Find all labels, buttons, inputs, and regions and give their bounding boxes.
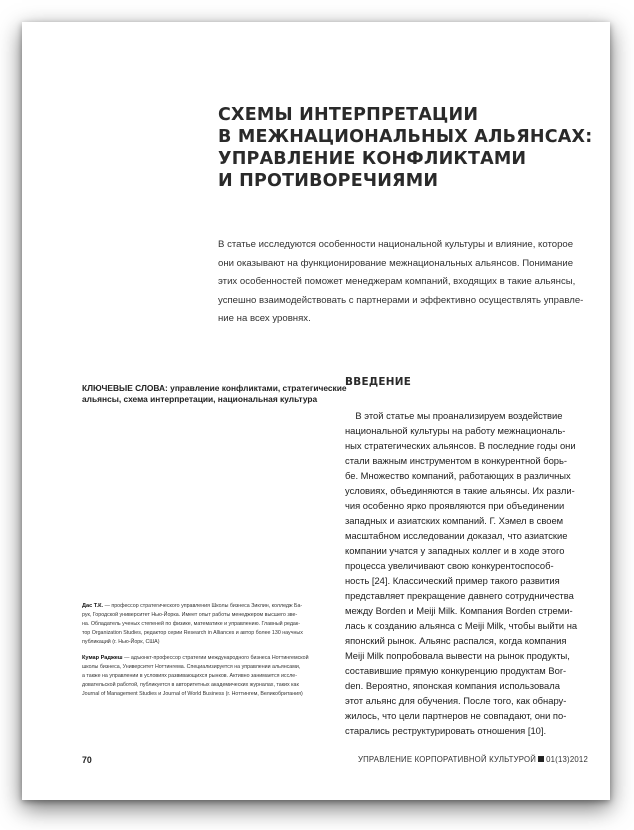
title-line: СХЕМЫ ИНТЕРПРЕТАЦИИ <box>218 105 479 125</box>
author-bio-kumar <box>82 654 332 699</box>
bio-line: а также на управлении в условиях развивающихся рынков. Активно занимается иссле- <box>82 673 298 680</box>
introduction-text <box>345 408 595 738</box>
keywords <box>82 383 347 405</box>
article-abstract <box>218 236 584 329</box>
page-number: 70 <box>82 755 92 765</box>
body-line: жилось, что цели партнеров не совпадают, они по- <box>345 710 567 721</box>
body-line: чия особенно ярко проявляются при объединении <box>345 500 565 511</box>
body-line: den. Вероятно, японская компания использовала <box>345 680 560 691</box>
title-line: В МЕЖНАЦИОНАЛЬНЫХ АЛЬЯНСАХ: <box>218 127 593 147</box>
abstract-line: В статье исследуются особенности национальной культуры и влияние, которое <box>218 239 574 250</box>
body-line: японский рынок. Альянс распался, когда компания <box>345 635 567 646</box>
section-heading-introduction: ВВЕДЕНИЕ <box>345 376 412 388</box>
keywords-line: КЛЮЧЕВЫЕ СЛОВА: управление конфликтами, стратегические <box>82 383 347 393</box>
body-line: лась к созданию альянса с Meiji Milk, чтобы выйти на <box>345 620 578 631</box>
bio-line: — адъюнкт-профессор стратегии международного бизнеса Ноттингемской <box>124 655 309 661</box>
body-line: национальной культуры на работу межнациональ- <box>345 425 566 436</box>
body-line: масштабном исследовании доказал, что азиатские <box>345 530 568 541</box>
body-line: ность [24]. Классический пример такого развития <box>345 575 560 586</box>
footer-journal-name: УПРАВЛЕНИЕ КОРПОРАТИВНОЙ КУЛЬТУРОЙ <box>357 755 537 764</box>
body-line: западных и азиатских компаний. Г. Хэмел в своем <box>345 515 564 526</box>
body-line: Meiji Milk попробовала вывести на рынок продукты, <box>345 650 570 661</box>
body-line: стали важным инструментом в конкурентной борь- <box>345 455 568 466</box>
body-line: этот альянс для обучения. После того, как обнару- <box>345 695 567 706</box>
bio-line: школы бизнеса, Университет Ноттингема. Специализируется на управлении альянсами, <box>82 664 301 671</box>
bio-line: тор Organization Studies, редактор серии Research in Alliances и автор более 130 научных <box>82 630 303 637</box>
body-line: представляет прекращение давнего сотрудничества <box>345 590 574 601</box>
body-line: В этой статье мы проанализируем воздействие <box>345 410 563 421</box>
square-bullet-icon <box>538 756 544 762</box>
bio-line: — профессор стратегического управления Школы бизнеса Зиклин, колледж Ба- <box>104 603 303 609</box>
abstract-line: успешно взаимодействовать с партнерами и эффективно осуществлять управле- <box>218 294 584 306</box>
journal-page <box>22 22 610 800</box>
keywords-line: альянсы, схема интерпретации, национальная культура <box>82 394 318 404</box>
body-line: компании учатся у западных коллег и в ходе этого <box>345 545 565 556</box>
body-line: старались реструктурировать отношения [10]. <box>345 725 547 736</box>
author-name: Дас Т.К. <box>82 603 104 609</box>
article-title <box>218 104 593 192</box>
body-line: составившие прямую конкуренцию продуктам Bor- <box>345 665 567 676</box>
body-line: ных стратегических альянсов. В последние годы они <box>345 440 576 451</box>
bio-line: на. Обладатель ученых степеней по физике, математике и управлению. Главный редак- <box>82 621 300 628</box>
abstract-line: они оказывают на функционирование межнациональных альянсов. Понимание <box>218 257 574 269</box>
title-line: И ПРОТИВОРЕЧИЯМИ <box>218 171 439 191</box>
author-name: Кумар Раджеш <box>82 655 123 661</box>
body-line: между Borden и Meiji Milk. Компания Borden стреми- <box>345 605 573 616</box>
body-line: процесса увеличивают свою конкурентоспособ- <box>345 560 554 571</box>
body-line: условиях, объединяются в такие альянсы. Их разли- <box>345 485 575 496</box>
bio-line: публикаций (г. Нью-Йорк, США) <box>82 639 160 646</box>
author-bio-das <box>82 602 332 647</box>
body-line: бе. Множество компаний, работающих в различных <box>345 470 571 481</box>
bio-line: Journal of Management Studies и Journal of World Business (г. Ноттингем, Великобритания) <box>82 691 303 698</box>
footer-issue: 01(13)2012 <box>546 755 588 764</box>
title-line: УПРАВЛЕНИЕ КОНФЛИКТАМИ <box>218 149 527 169</box>
bio-line: довательской работой, публикуется в авторитетных академических журналах, таких как <box>82 682 299 689</box>
running-footer <box>358 755 588 764</box>
abstract-line: этих особенностей поможет менеджерам компаний, входящих в такие альянсы, <box>218 276 576 288</box>
abstract-line: ние на всех уровнях. <box>218 313 311 325</box>
bio-line: рук, Городской университет Нью-Йорка. Имеет опыт работы менеджером высшего зве- <box>82 612 298 619</box>
